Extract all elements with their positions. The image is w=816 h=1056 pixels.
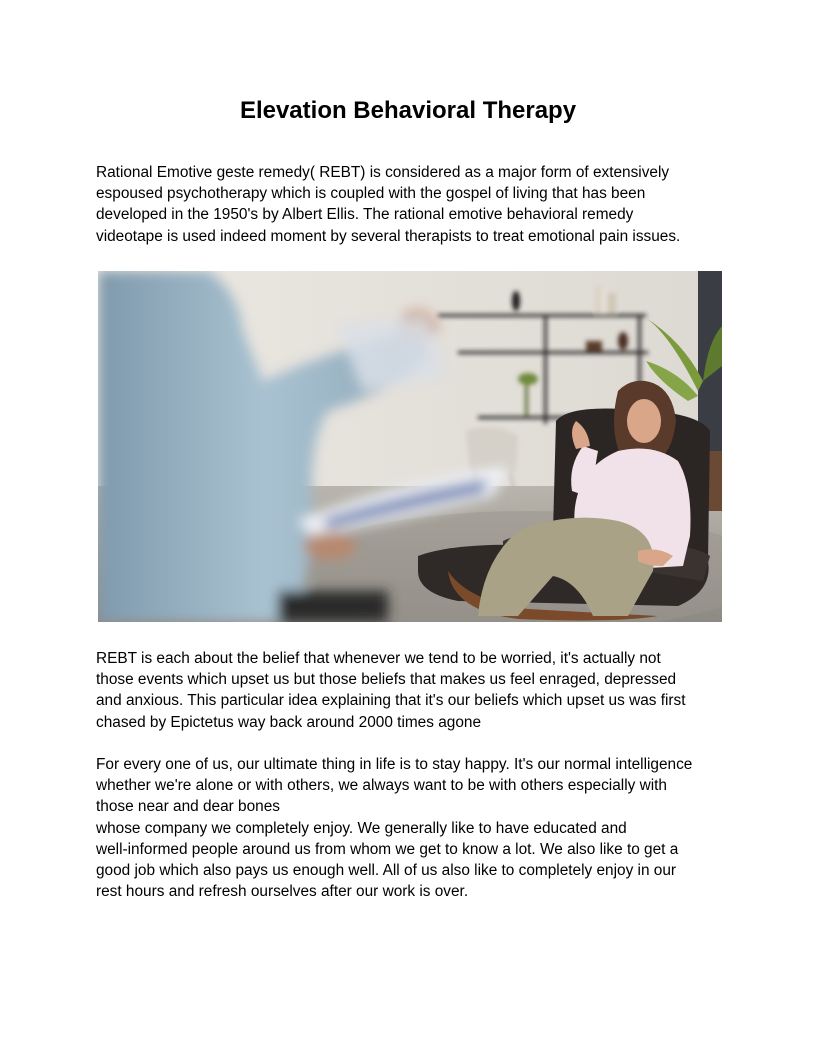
happiness-paragraph <box>96 754 724 902</box>
page-title: Elevation Behavioral Therapy <box>239 97 577 124</box>
intro-paragraph <box>96 162 724 247</box>
paragraph-line: For every one of us, our ultimate thing in life is to stay happy. It's our normal intelligence <box>96 756 693 773</box>
paragraph-line: videotape is used indeed moment by several therapists to treat emotional pain issues. <box>96 227 681 245</box>
belief-paragraph <box>96 648 724 733</box>
paragraph-line: good job which also pays us enough well. All of us also like to completely enjoy in our <box>96 862 677 880</box>
paragraph-line: chased by Epictetus way back around 2000 times agone <box>96 713 482 731</box>
paragraph-line: and anxious. This particular idea explaining that it's our beliefs which upset us was first <box>96 692 686 710</box>
paragraph-line: REBT is each about the belief that whenever we tend to be worried, it's actually not <box>96 650 661 667</box>
paragraph-line: whose company we completely enjoy. We generally like to have educated and <box>96 819 627 837</box>
paragraph-line: whether we're alone or with others, we always want to be with others especially with <box>96 777 667 795</box>
paragraph-line: Rational Emotive geste remedy( REBT) is considered as a major form of extensively <box>96 164 670 181</box>
paragraph-line: rest hours and refresh ourselves after our work is over. <box>96 883 469 901</box>
paragraph-line: those near and dear bones <box>96 798 280 816</box>
paragraph-line: those events which upset us but those beliefs that makes us feel enraged, depressed <box>96 671 677 689</box>
therapy-session-photo <box>98 271 722 622</box>
paragraph-line: developed in the 1950's by Albert Ellis. The rational emotive behavioral remedy <box>96 206 634 224</box>
paragraph-line: espoused psychotherapy which is coupled with the gospel of living that has been <box>96 185 646 203</box>
paragraph-line: well-informed people around us from whom we get to know a lot. We also like to get a <box>96 840 679 858</box>
